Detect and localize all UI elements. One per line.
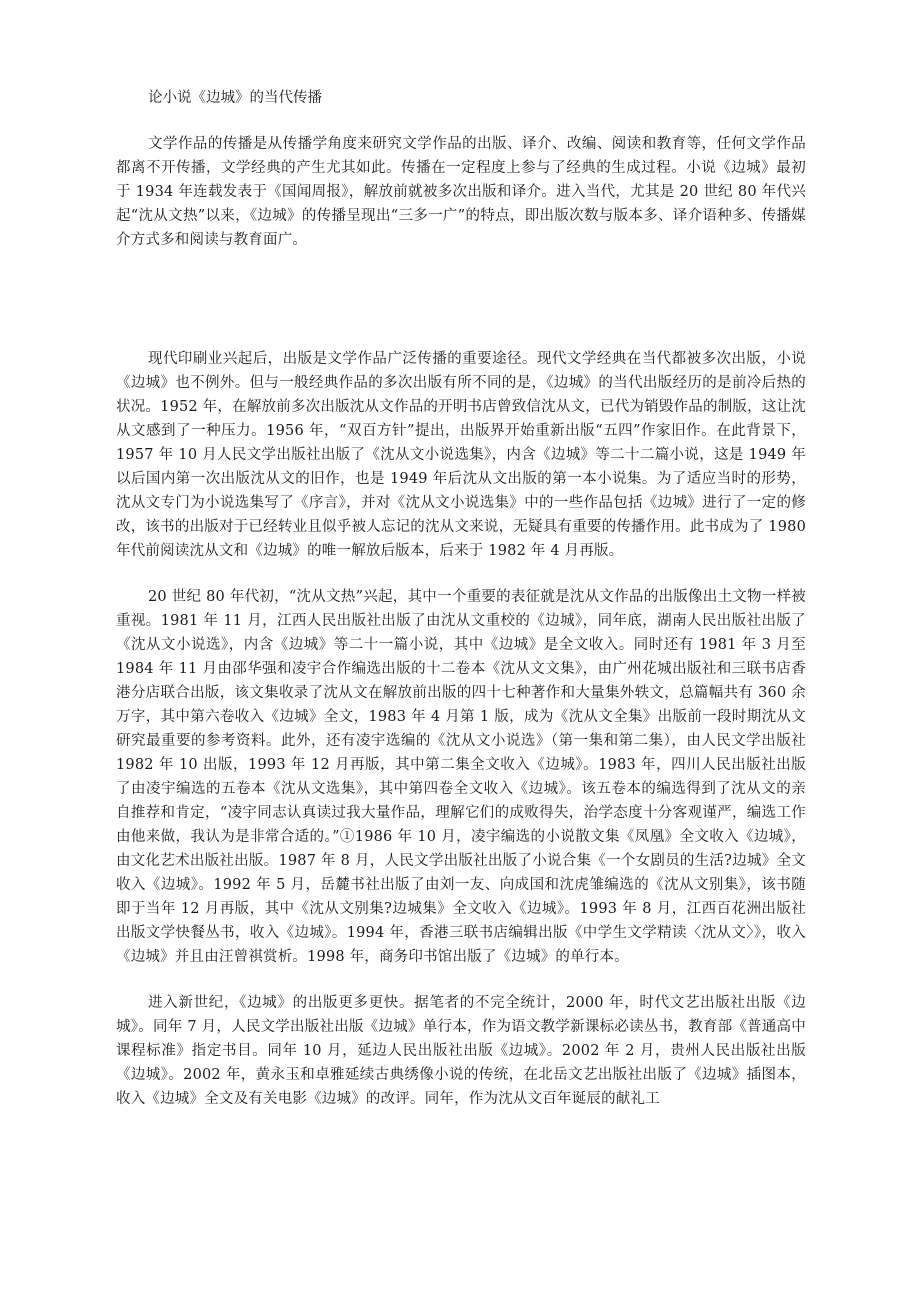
document-page [116, 86, 806, 1111]
section-spacer [116, 252, 806, 347]
document-title: 论小说《边城》的当代传播 [148, 90, 322, 106]
paragraph-intro: 文学作品的传播是从传播学角度来研究文学作品的出版、译介、改编、阅读和教育等，任何文学作品都离不开传播，文学经典的产生尤其如此。传播在一定程度上参与了经典的生成过程。小说《边城》最初于 1934 年连载发表于《国闻周报》，解放前就被多次出版和译介。进入当代，尤其是 20 世纪 80 年代兴起“沈从文热”以来，《边城》的传播呈现出“三多一广”的特点，即出版次数与版本多、译介语种多、传播媒介方式多和阅读与教育面广。 [116, 136, 806, 248]
paragraph-publishing-history: 现代印刷业兴起后，出版是文学作品广泛传播的重要途径。现代文学经典在当代都被多次出版，小说《边城》也不例外。但与一般经典作品的多次出版有所不同的是，《边城》的当代出版经历的是前冷后热的状况。1952 年，在解放前多次出版沈从文作品的开明书店曾致信沈从文，已代为销毁作品的制版，这让沈从文感到了一种压力。1956 年，“双百方针”提出，出版界开始重新出版“五四”作家旧作。在此背景下，1957 年 10 月人民文学出版社出版了《沈从文小说选集》，内含《边城》等二十二篇小说，这是 1949 年以后国内第一次出版沈从文的旧作，也是 1949 年后沈从文出版的第一本小说集。为了适应当时的形势，沈从文专门为小说选集写了《序言》，并对《沈从文小说选集》中的一些作品包括《边城》进行了一定的修改，该书的出版对于已经转业且似乎被人忘记的沈从文来说，无疑具有重要的传播作用。此书成为了 1980 年代前阅读沈从文和《边城》的唯一解放后版本，后来于 1982 年 4 月再版。 [116, 351, 806, 559]
paragraph-spacer [116, 563, 806, 585]
paragraph-1980s-editions: 20 世纪 80 年代初，“沈从文热”兴起，其中一个重要的表征就是沈从文作品的出版像出土文物一样被重视。1981 年 11 月，江西人民出版社出版了由沈从文重校的《边城》，同年底，湖南人民出版社出版了《沈从文小说选》，内含《边城》等二十一篇小说，其中《边城》是全文收入。同时还有 1981 年 3 月至 1984 年 11 月由邵华强和凌宇合作编选出版的十二卷本《沈从文文集》，由广州花城出版社和三联书店香港分店联合出版，该文集收录了沈从文在解放前出版的四十七种著作和大量集外轶文，总篇幅共有 360 余万字，其中第六卷收入《边城》全文，1983 年 4 月第 1 版，成为《沈从文全集》出版前一段时期沈从文研究最重要的参考资料。此外，还有凌宇选编的《沈从文小说选》（第一集和第二集），由人民文学出版社 1982 年 10 出版，1993 年 12 月再版，其中第二集全文收入《边城》。1983 年，四川人民出版社出版了由凌宇编选的五卷本《沈从文选集》，其中第四卷全文收入《边城》。该五卷本的编选得到了沈从文的亲自推荐和肯定，“凌宇同志认真读过我大量作品，理解它们的成败得失，治学态度十分客观谨严，编选工作由他来做，我认为是非常合适的。”①1986 年 10 月，凌宇编选的小说散文集《凤凰》全文收入《边城》，由文化艺术出版社出版。1987 年 8 月，人民文学出版社出版了小说合集《一个女剧员的生活?边城》全文收入《边城》。1992 年 5 月，岳麓书社出版了由刘一友、向成国和沈虎雏编选的《沈从文别集》，该书随即于当年 12 月再版，其中《沈从文别集?边城集》全文收入《边城》。1993 年 8 月，江西百花洲出版社出版文学快餐丛书，收入《边城》。1994 年，香港三联书店编辑出版《中学生文学精读〈沈从文〉》，收入《边城》并且由汪曾祺赏析。1998 年，商务印书馆出版了《边城》的单行本。 [116, 589, 806, 965]
paragraph-spacer [116, 969, 806, 991]
paragraph-new-century: 进入新世纪，《边城》的出版更多更快。据笔者的不完全统计，2000 年，时代文艺出版社出版《边城》。同年 7 月，人民文学出版社出版《边城》单行本，作为语文教学新课标必读丛书，教育部《普通高中课程标准》指定书目。同年 10 月，延边人民出版社出版《边城》。2002 年 2 月，贵州人民出版社出版《边城》。2002 年，黄永玉和卓雅延续古典绣像小说的传统，在北岳文艺出版社出版了《边城》插图本，收入《边城》全文及有关电影《边城》的改评。同年，作为沈从文百年诞辰的献礼工 [116, 995, 806, 1107]
